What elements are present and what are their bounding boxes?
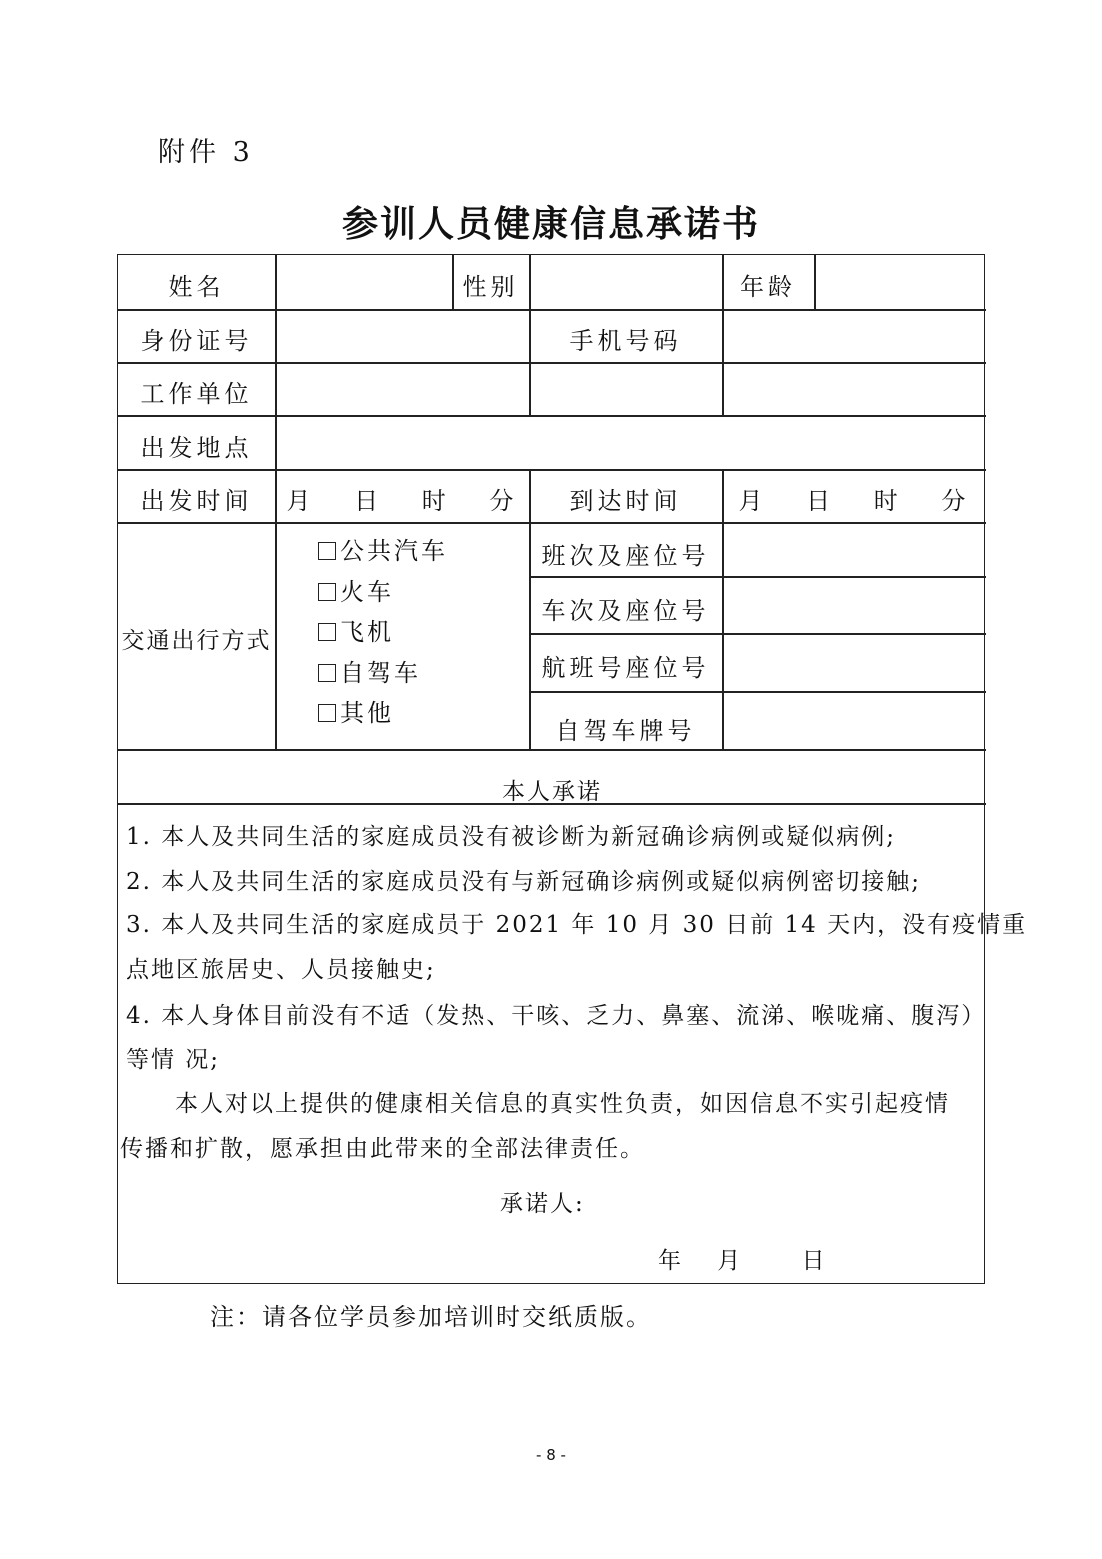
promise-line: 等情 况;	[126, 1047, 221, 1073]
bus-seat-label: 班次及座位号	[541, 542, 710, 570]
age-field[interactable]	[814, 255, 986, 309]
promise-line: 1. 本人及共同生活的家庭成员没有被诊断为新冠确诊病例或疑似病例;	[126, 824, 897, 850]
row-divider	[118, 469, 986, 471]
departure-place-label: 出发地点	[140, 434, 253, 462]
health-form-table	[117, 254, 1028, 1284]
promise-heading: 本人承诺	[502, 779, 602, 805]
annex-label: 附件 3	[158, 137, 254, 168]
transport-label: 交通出行方式	[121, 628, 272, 654]
promise-line: 2. 本人及共同生活的家庭成员没有与新冠确诊病例或疑似病例密切接触;	[126, 869, 922, 895]
promise-line: 本人对以上提供的健康相关信息的真实性负责，如因信息不实引起疫情	[150, 1091, 950, 1117]
promise-line: 4. 本人身体目前没有不适（发热、干咳、乏力、鼻塞、流涕、喉咙痛、腹泻）	[126, 1003, 987, 1029]
signer-label: 承诺人:	[500, 1191, 585, 1217]
gender-field[interactable]	[529, 255, 722, 309]
id-number-field[interactable]	[275, 309, 529, 362]
arrival-time-label: 到达时间	[569, 487, 682, 515]
row-divider	[118, 749, 986, 751]
date-line[interactable]: 年 月 日	[658, 1248, 827, 1274]
page-number: - 8 -	[536, 1446, 566, 1464]
name-label: 姓名	[168, 273, 225, 301]
transport-option-bus[interactable]: 公共汽车	[318, 531, 448, 566]
workplace-label: 工作单位	[140, 380, 253, 408]
checkbox-icon[interactable]	[318, 664, 336, 682]
departure-time-field[interactable]: 月 日 时 分	[286, 487, 518, 515]
bus-seat-field[interactable]	[722, 522, 986, 576]
transport-option-plane[interactable]: 飞机	[318, 612, 394, 647]
phone-label: 手机号码	[569, 327, 682, 355]
checkbox-icon[interactable]	[318, 583, 336, 601]
train-seat-field[interactable]	[722, 576, 986, 633]
transport-option-self-drive[interactable]: 自驾车	[318, 653, 421, 688]
license-plate-label: 自驾车牌号	[555, 717, 696, 745]
checkbox-icon[interactable]	[318, 623, 336, 641]
promise-line: 3. 本人及共同生活的家庭成员于 2021 年 10 月 30 日前 14 天内，没有疫情重	[126, 912, 1028, 938]
flight-seat-field[interactable]	[722, 633, 986, 691]
checkbox-icon[interactable]	[318, 704, 336, 722]
promise-line: 传播和扩散，愿承担由此带来的全部法律责任。	[120, 1136, 645, 1162]
departure-time-label: 出发时间	[140, 487, 253, 515]
phone-field[interactable]	[722, 309, 986, 362]
transport-option-other[interactable]: 其他	[318, 693, 394, 728]
license-plate-field[interactable]	[722, 691, 986, 749]
arrival-time-field[interactable]: 月 日 时 分	[738, 487, 970, 515]
name-field[interactable]	[275, 255, 452, 309]
train-seat-label: 车次及座位号	[541, 597, 710, 625]
footnote: 注：请各位学员参加培训时交纸质版。	[210, 1303, 652, 1331]
page-title: 参训人员健康信息承诺书	[341, 204, 760, 245]
departure-place-field[interactable]	[275, 415, 986, 469]
gender-label: 性别	[462, 273, 519, 301]
age-label: 年龄	[740, 273, 796, 301]
workplace-field[interactable]	[275, 362, 986, 415]
signature-field[interactable]	[586, 1187, 806, 1217]
transport-option-train[interactable]: 火车	[318, 572, 394, 607]
checkbox-icon[interactable]	[318, 542, 336, 560]
id-number-label: 身份证号	[140, 327, 253, 355]
promise-line: 点地区旅居史、人员接触史;	[126, 957, 436, 983]
flight-seat-label: 航班号座位号	[541, 654, 710, 682]
